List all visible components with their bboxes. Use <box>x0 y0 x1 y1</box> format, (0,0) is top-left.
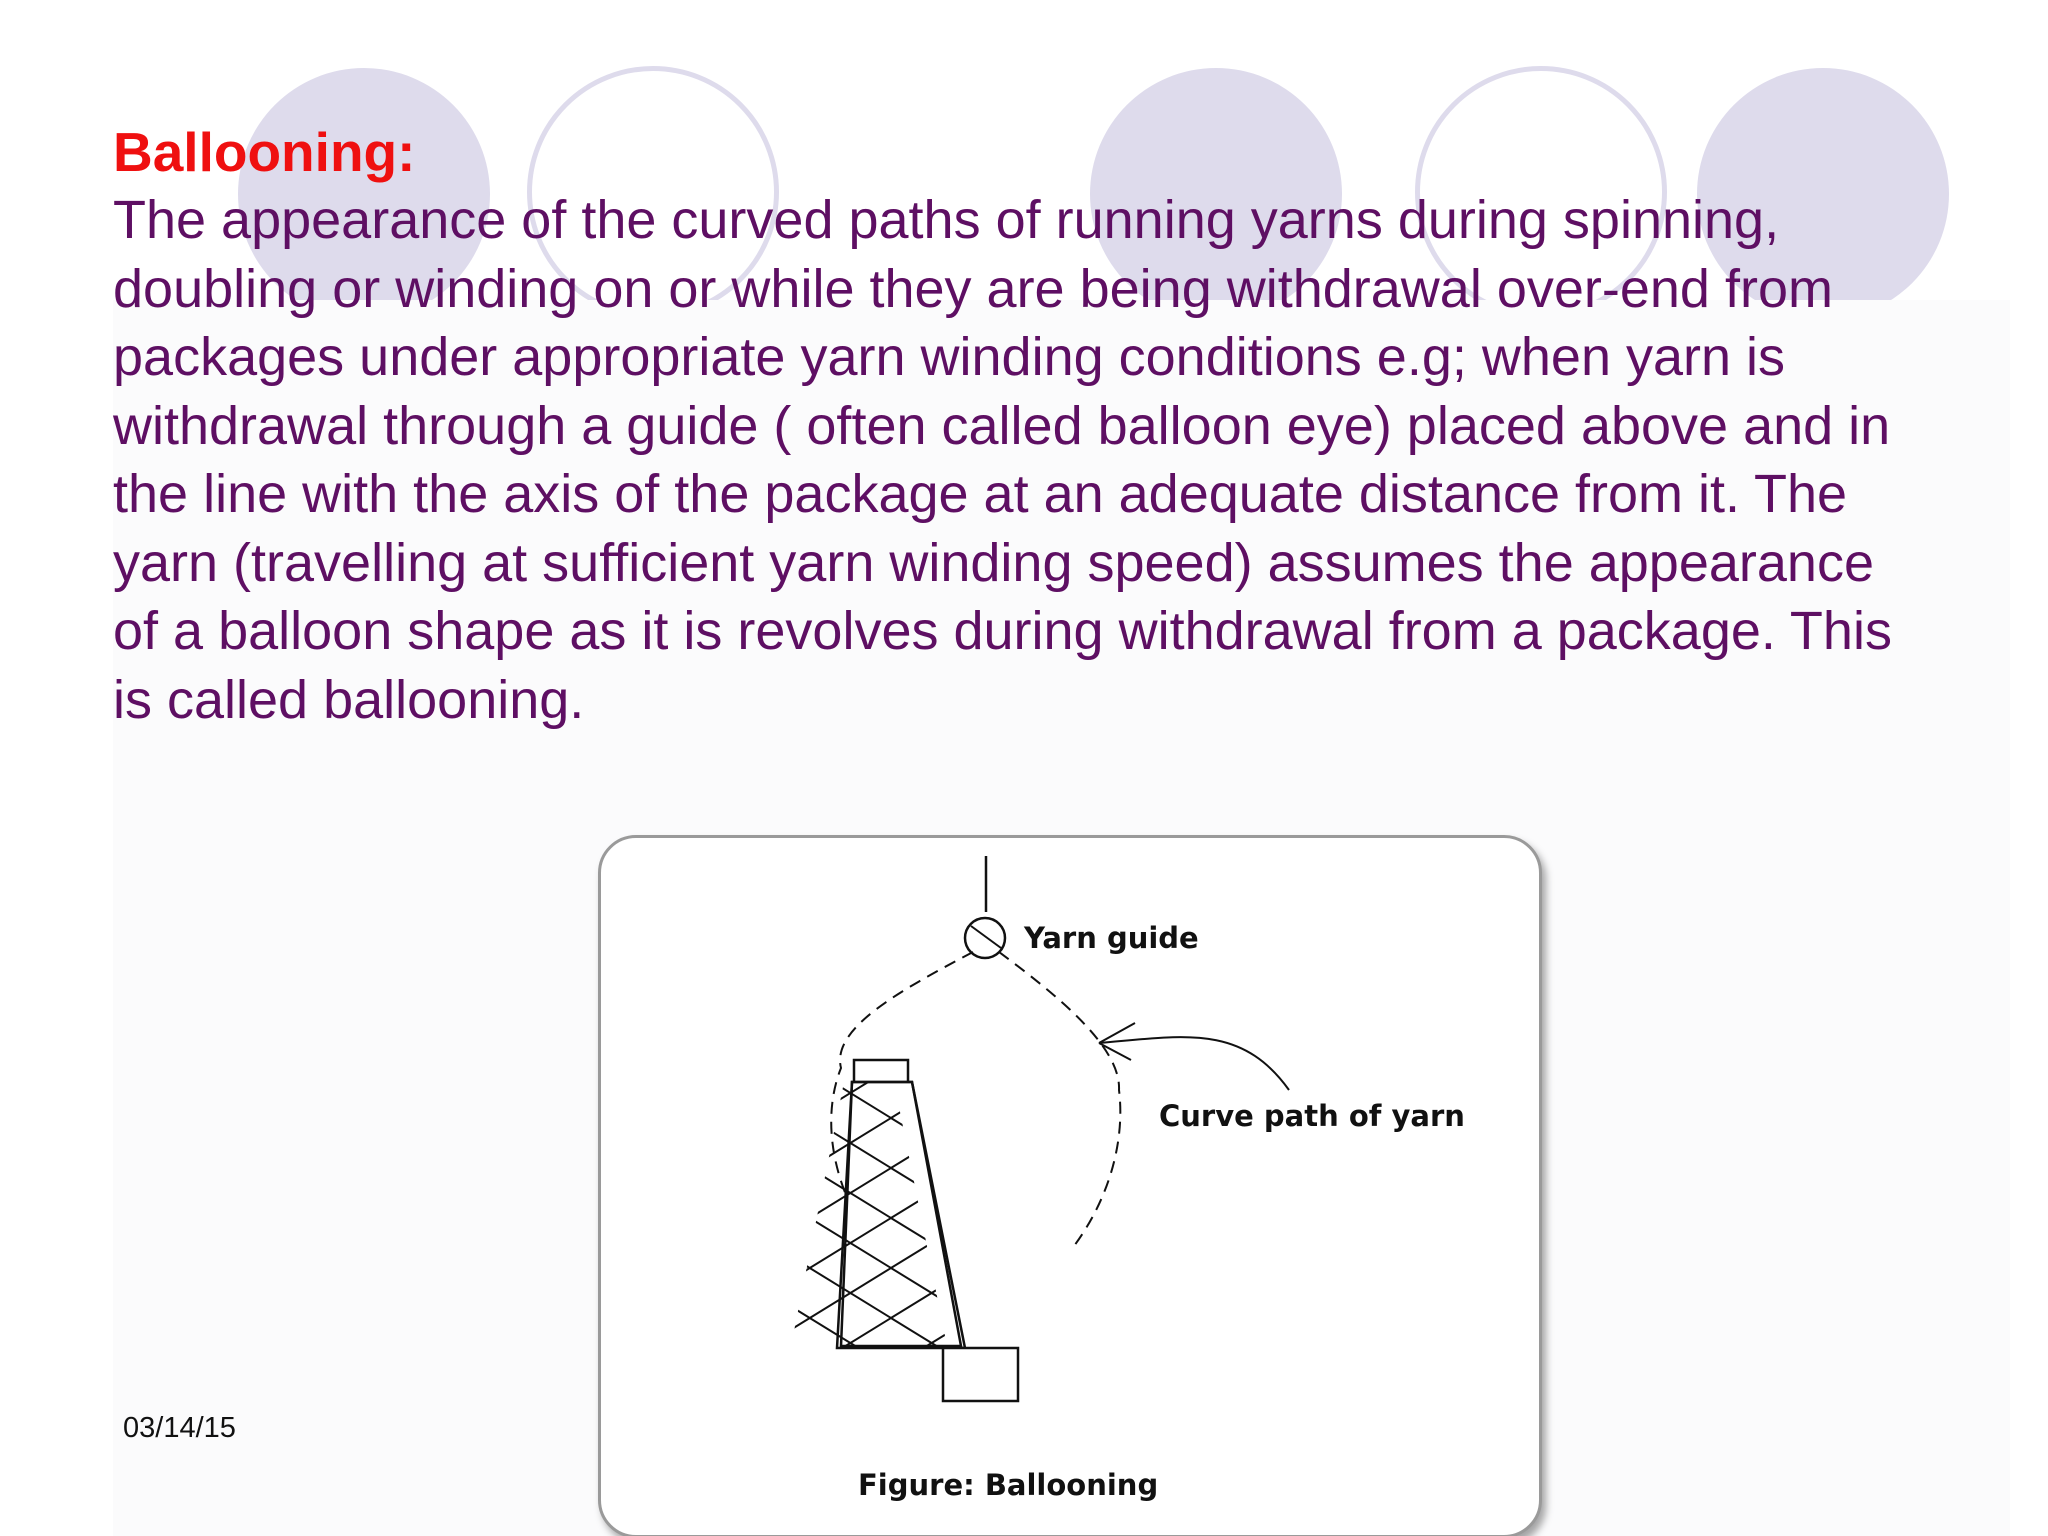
figure-caption: Figure: Ballooning <box>858 1468 1159 1502</box>
curve-path-label: Curve path of yarn <box>1159 1099 1465 1133</box>
paragraph-line: withdrawal through a guide ( often called balloon eye) placed above and in <box>113 395 1891 456</box>
paragraph-line: of a balloon shape as it is revolves during withdrawal from a package. This <box>113 601 1892 661</box>
paragraph-line: packages under appropriate yarn winding conditions e.g; when yarn is <box>113 327 1786 387</box>
ballooning-figure <box>598 835 1542 1536</box>
curve-pointer-arrow <box>1099 1037 1289 1090</box>
slide-title: Ballooning: <box>113 121 416 183</box>
package-bottom-tube <box>943 1348 1018 1401</box>
paragraph-line: the line with the axis of the package at an adequate distance from it. The <box>113 464 1848 524</box>
package-top-cap <box>854 1060 908 1084</box>
balloon-curve-right <box>999 952 1120 1250</box>
paragraph-line: The appearance of the curved paths of running yarns during spinning, <box>113 190 1780 250</box>
yarn-guide-label: Yarn guide <box>1024 921 1199 955</box>
yarn-package-cone <box>841 1082 961 1346</box>
paragraph-line: doubling or winding on or while they are being withdrawal over-end from <box>113 258 1833 319</box>
slide-date: 03/14/15 <box>123 1412 236 1444</box>
definition-paragraph <box>113 186 2013 734</box>
paragraph-line: is called ballooning. <box>113 669 585 730</box>
yarn-guide-eye-mark <box>971 926 1001 948</box>
slide-content <box>113 118 2013 734</box>
ballooning-diagram <box>601 838 1539 1535</box>
paragraph-line: yarn (travelling at sufficient yarn winding speed) assumes the appearance <box>113 532 1874 593</box>
